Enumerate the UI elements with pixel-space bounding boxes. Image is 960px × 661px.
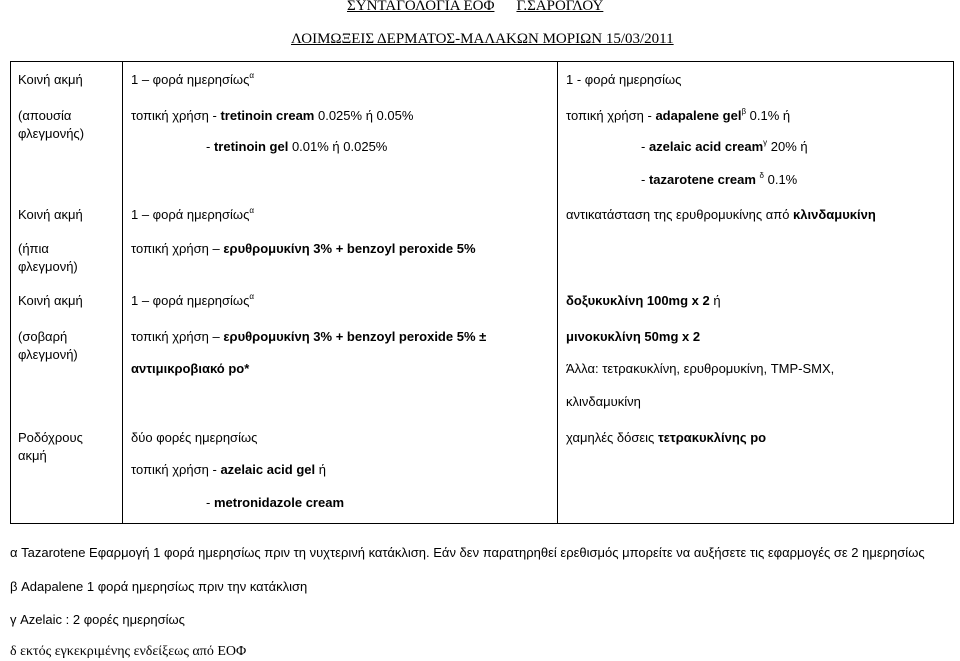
row-label: (απουσία <box>18 108 72 123</box>
frequency-text: 1 - φορά ημερησίως <box>566 72 682 87</box>
row-label: Κοινή ακμή <box>18 207 83 222</box>
frequency-text: 1 – φορά ημερησίως$^\alpha$ <box>131 71 254 87</box>
row-label: (ήπια <box>18 241 49 256</box>
row-label: φλεγμονή) <box>18 347 78 362</box>
treatment-line: - tretinoin gel 0.01% ή 0.025% <box>206 139 388 154</box>
frequency-text: 1 – φορά ημερησίως$^\alpha$ <box>131 206 254 222</box>
footnote-delta: δ εκτός εγκεκριμένης ενδείξεως από ΕΟΦ <box>10 644 247 659</box>
row-label: Κοινή ακμή <box>18 72 83 87</box>
table-bottom-border <box>10 523 954 524</box>
table-right-border <box>953 61 954 524</box>
row-label: φλεγμονή) <box>18 259 78 274</box>
treatment-line: - tazarotene cream $^\delta$ 0.1% <box>641 171 798 187</box>
frequency-text: 1 – φορά ημερησίως$^\alpha$ <box>131 292 254 308</box>
footnote-gamma: γ Azelaic : 2 φορές ημερησίως <box>10 612 185 627</box>
document-subtitle: ΛΟΙΜΩΞΕΙΣ ΔΕΡΜΑΤΟΣ-ΜΑΛΑΚΩΝ ΜΟΡΙΩΝ 15/03/2011 <box>291 31 674 47</box>
treatment-line: - azelaic acid cream$^\gamma$ 20% ή <box>641 138 808 154</box>
frequency-text: δύο φορές ημερησίως <box>131 430 258 445</box>
treatment-line: κλινδαμυκίνη <box>566 394 641 409</box>
footnote-beta: β Adapalene 1 φορά ημερησίως πριν την κατάκλιση <box>10 579 308 594</box>
row-label: ακμή <box>18 448 47 463</box>
row-label: Ροδόχρους <box>18 430 83 445</box>
treatment-line: - metronidazole cream <box>206 495 344 510</box>
treatment-line: αντιμικροβιακό po* <box>131 361 250 376</box>
row-label: φλεγμονής) <box>18 126 85 141</box>
row-label: (σοβαρή <box>18 329 68 344</box>
treatment-line: χαμηλές δόσεις τετρακυκλίνης po <box>566 430 767 445</box>
table-column-divider <box>557 61 558 524</box>
table-column-divider <box>122 61 123 524</box>
table-top-border <box>10 61 954 62</box>
table-left-border <box>10 61 11 524</box>
treatment-line: τοπική χρήση – ερυθρομυκίνη 3% + benzoyl peroxide 5% ± <box>131 329 487 344</box>
row-label: Κοινή ακμή <box>18 293 83 308</box>
treatment-line: τοπική χρήση – ερυθρομυκίνη 3% + benzoyl peroxide 5% <box>131 241 476 256</box>
treatment-line: τοπική χρήση - tretinoin cream 0.025% ή 0.05% <box>131 108 414 123</box>
treatment-line: Άλλα: τετρακυκλίνη, ερυθρομυκίνη, TMP-SMX, <box>566 361 835 376</box>
treatment-line: τοπική χρήση - adapalene gel$^\beta$ 0.1% ή <box>566 107 791 123</box>
treatment-line: αντικατάσταση της ερυθρομυκίνης από κλινδαμυκίνη <box>566 207 876 222</box>
treatment-line: μινοκυκλίνη 50mg x 2 <box>566 329 701 344</box>
treatment-line: τοπική χρήση - azelaic acid gel ή <box>131 462 326 477</box>
document-title: ΣΥΝΤΑΓΟΛΟΓΙΑ ΕΟΦ Γ.ΣΑΡΟΓΛΟΥ <box>347 0 604 14</box>
treatment-line: δοξυκυκλίνη 100mg x 2 ή <box>566 293 721 308</box>
footnote-alpha: α Tazarotene Εφαρμογή 1 φορά ημερησίως πριν τη νυχτερινή κατάκλιση. Εάν δεν παρατηρηθεί ερεθισμός μπορείτε να αυξήσετε τις εφαρμογές σε 2 ημερησίως <box>10 545 925 560</box>
